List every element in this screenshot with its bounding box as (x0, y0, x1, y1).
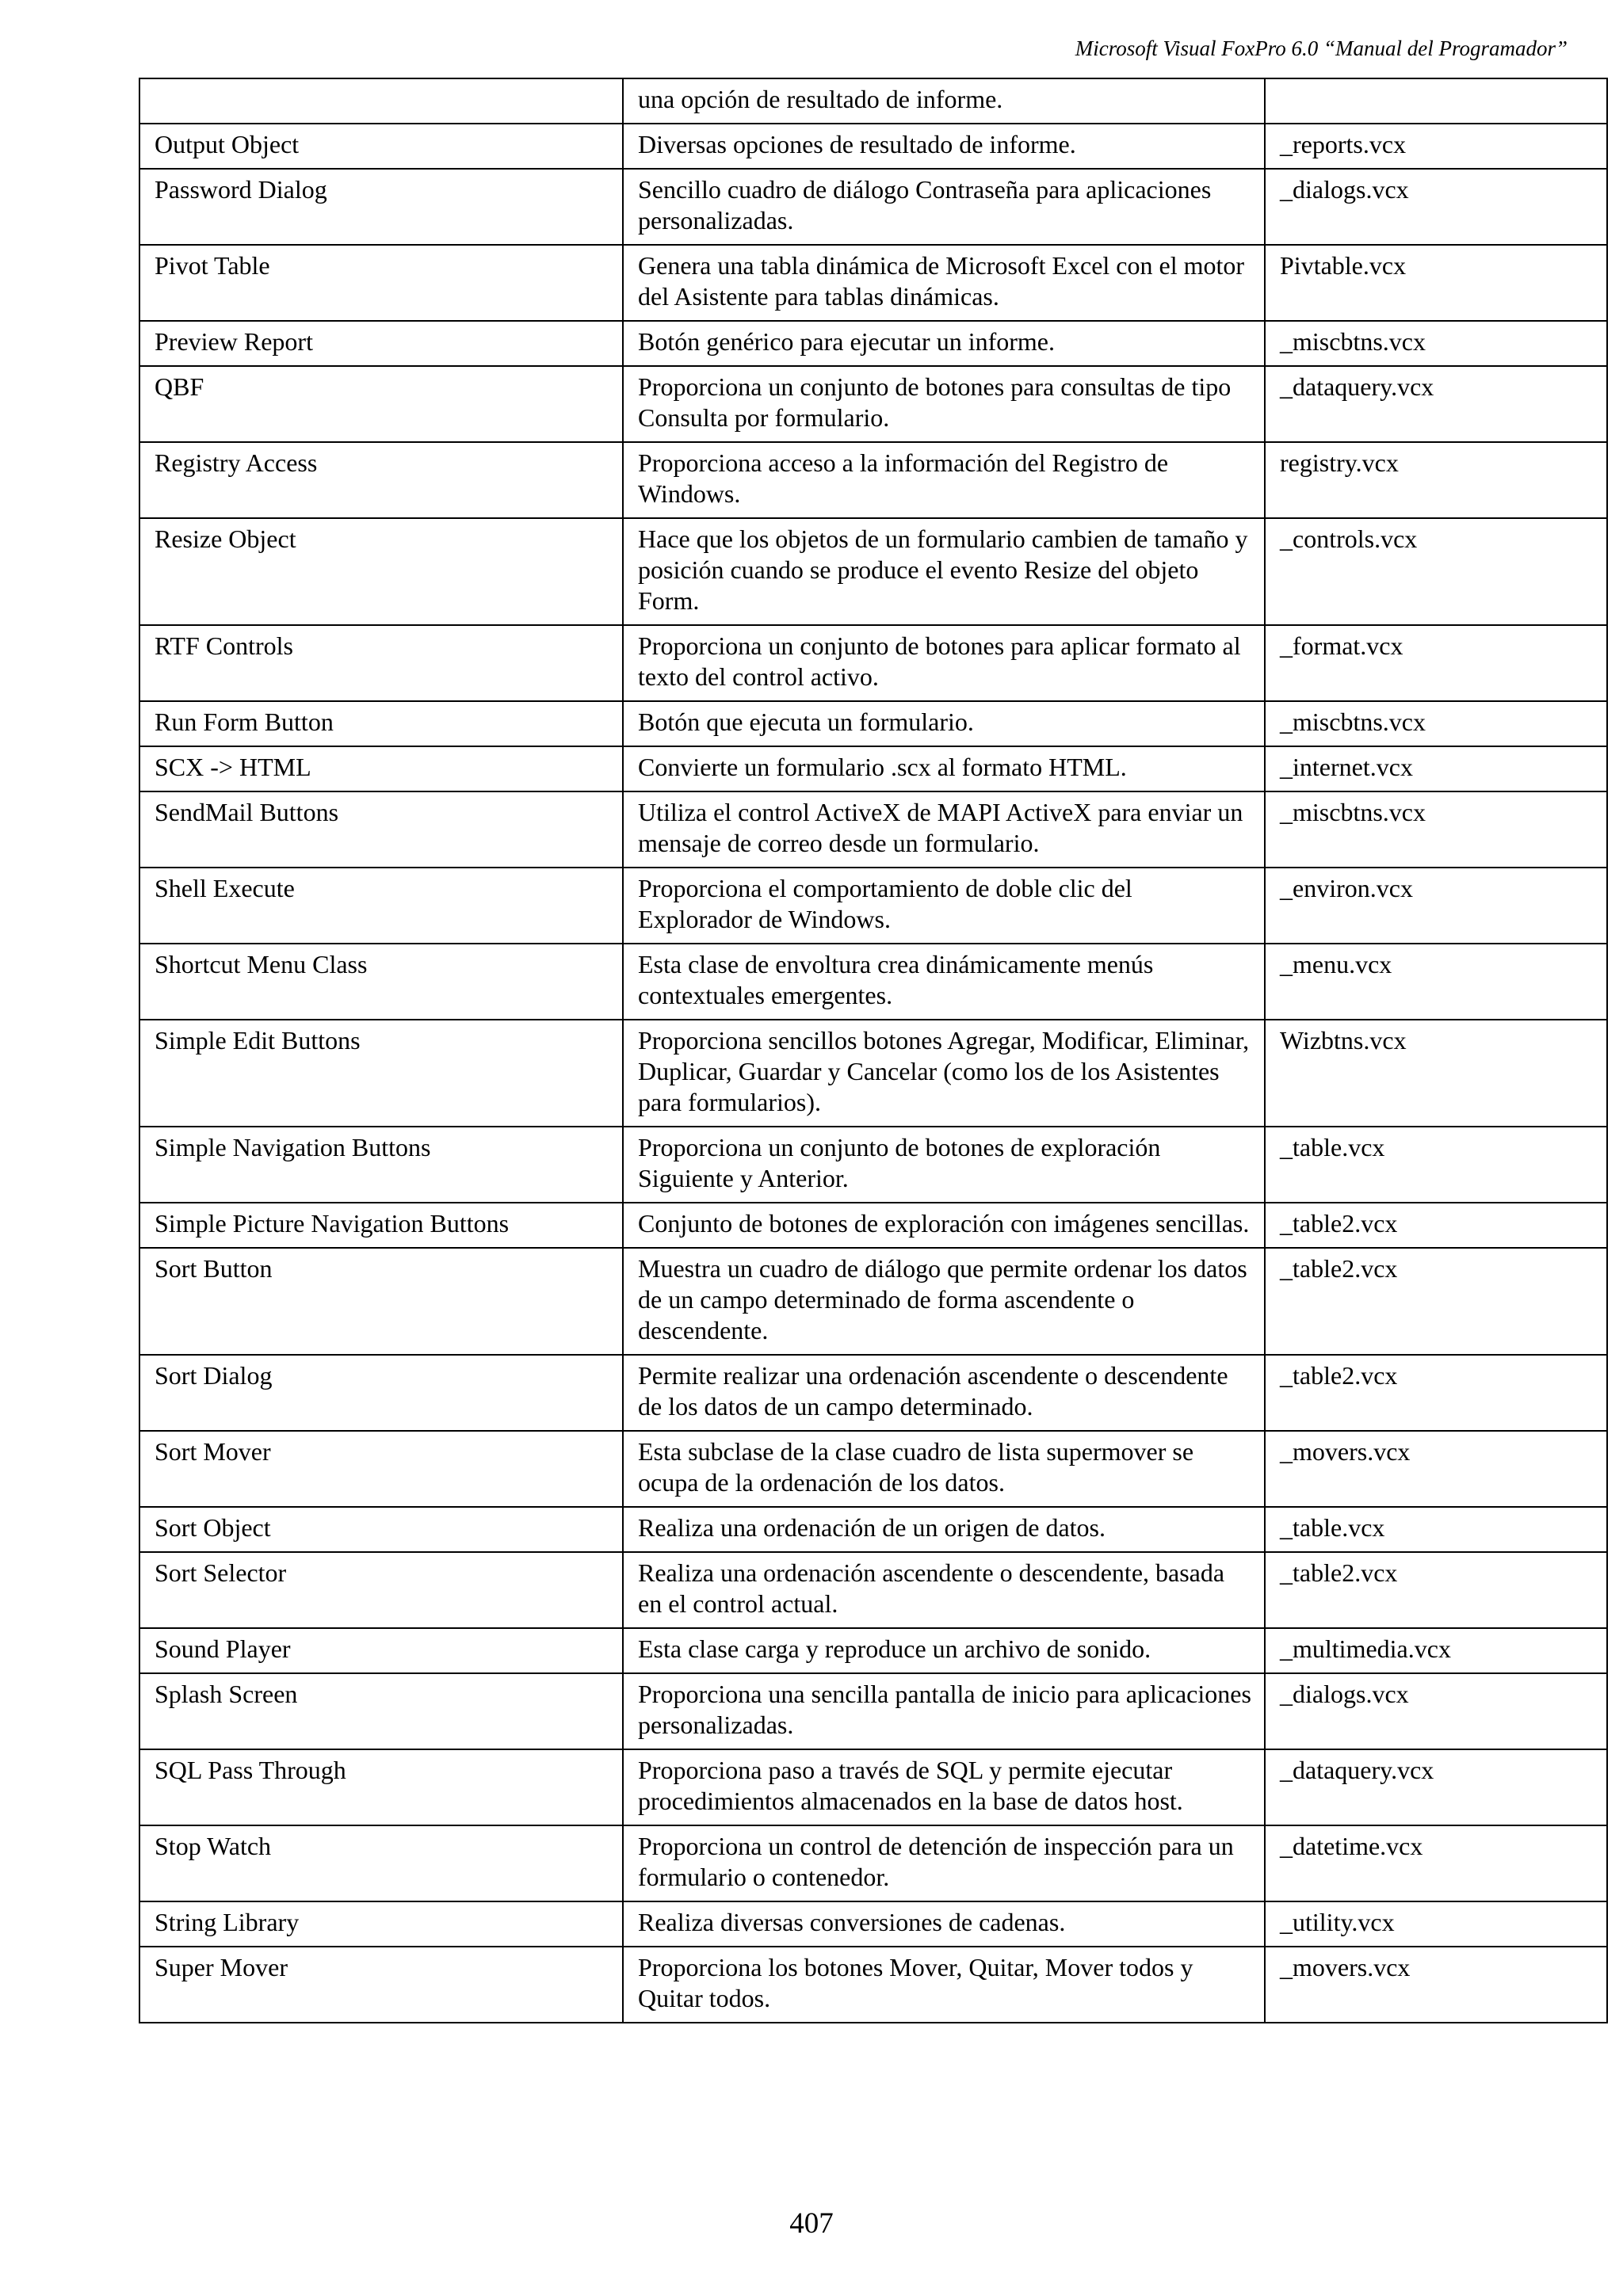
class-library-table (139, 78, 1608, 2023)
description-cell: Realiza una ordenación de un origen de datos. (623, 1507, 1265, 1552)
class-name-cell: SCX -> HTML (139, 746, 623, 791)
table-row (139, 1127, 1607, 1203)
library-file-cell: _table2.vcx (1265, 1552, 1607, 1628)
class-name-cell: Sound Player (139, 1628, 623, 1673)
description-cell: Diversas opciones de resultado de informe. (623, 124, 1265, 169)
library-file-cell: _dataquery.vcx (1265, 366, 1607, 442)
description-cell: una opción de resultado de informe. (623, 78, 1265, 124)
class-name-cell: Sort Button (139, 1248, 623, 1355)
library-file-cell: _dialogs.vcx (1265, 169, 1607, 245)
class-name-cell: QBF (139, 366, 623, 442)
table-row (139, 868, 1607, 944)
description-cell: Botón genérico para ejecutar un informe. (623, 321, 1265, 366)
description-cell: Proporciona el comportamiento de doble clic del Explorador de Windows. (623, 868, 1265, 944)
running-header: Microsoft Visual FoxPro 6.0 “Manual del Programador” (1075, 36, 1568, 60)
table-row (139, 746, 1607, 791)
class-name-cell: Sort Object (139, 1507, 623, 1552)
page-number: 407 (789, 2207, 834, 2240)
class-name-cell: Shortcut Menu Class (139, 944, 623, 1020)
library-file-cell (1265, 78, 1607, 124)
table-row (139, 1431, 1607, 1507)
table-body (139, 78, 1607, 2023)
library-file-cell: _environ.vcx (1265, 868, 1607, 944)
table-row (139, 944, 1607, 1020)
library-file-cell: _miscbtns.vcx (1265, 321, 1607, 366)
description-cell: Proporciona un control de detención de inspección para un formulario o contenedor. (623, 1825, 1265, 1901)
class-name-cell: SendMail Buttons (139, 791, 623, 868)
class-name-cell (139, 78, 623, 124)
description-cell: Proporciona un conjunto de botones para consultas de tipo Consulta por formulario. (623, 366, 1265, 442)
table-row (139, 1673, 1607, 1749)
table-row (139, 366, 1607, 442)
table-row (139, 321, 1607, 366)
description-cell: Permite realizar una ordenación ascendente o descendente de los datos de un campo determinado. (623, 1355, 1265, 1431)
class-name-cell: Password Dialog (139, 169, 623, 245)
table-row (139, 169, 1607, 245)
table-row (139, 701, 1607, 746)
library-file-cell: _dialogs.vcx (1265, 1673, 1607, 1749)
class-name-cell: Run Form Button (139, 701, 623, 746)
library-file-cell: _movers.vcx (1265, 1947, 1607, 2023)
table-row (139, 1203, 1607, 1248)
library-file-cell: _table2.vcx (1265, 1203, 1607, 1248)
table-row (139, 1020, 1607, 1127)
library-file-cell: _controls.vcx (1265, 518, 1607, 625)
table-row (139, 442, 1607, 518)
description-cell: Conjunto de botones de exploración con imágenes sencillas. (623, 1203, 1265, 1248)
description-cell: Hace que los objetos de un formulario cambien de tamaño y posición cuando se produce el evento Resize del objeto Form. (623, 518, 1265, 625)
table-row (139, 1901, 1607, 1947)
library-file-cell: _format.vcx (1265, 625, 1607, 701)
class-name-cell: Simple Navigation Buttons (139, 1127, 623, 1203)
description-cell: Realiza diversas conversiones de cadenas. (623, 1901, 1265, 1947)
class-name-cell: Super Mover (139, 1947, 623, 2023)
table-row (139, 1507, 1607, 1552)
description-cell: Proporciona acceso a la información del Registro de Windows. (623, 442, 1265, 518)
table-row (139, 1749, 1607, 1825)
class-name-cell: Simple Edit Buttons (139, 1020, 623, 1127)
class-name-cell: Preview Report (139, 321, 623, 366)
table-row (139, 1552, 1607, 1628)
library-file-cell: _multimedia.vcx (1265, 1628, 1607, 1673)
description-cell: Proporciona los botones Mover, Quitar, Mover todos y Quitar todos. (623, 1947, 1265, 2023)
library-file-cell: _table2.vcx (1265, 1248, 1607, 1355)
class-name-cell: Sort Mover (139, 1431, 623, 1507)
description-cell: Botón que ejecuta un formulario. (623, 701, 1265, 746)
table-row (139, 1248, 1607, 1355)
table-row (139, 245, 1607, 321)
description-cell: Esta clase carga y reproduce un archivo de sonido. (623, 1628, 1265, 1673)
description-cell: Proporciona un conjunto de botones para aplicar formato al texto del control activo. (623, 625, 1265, 701)
description-cell: Convierte un formulario .scx al formato HTML. (623, 746, 1265, 791)
description-cell: Esta clase de envoltura crea dinámicamente menús contextuales emergentes. (623, 944, 1265, 1020)
description-cell: Genera una tabla dinámica de Microsoft Excel con el motor del Asistente para tablas dinámicas. (623, 245, 1265, 321)
class-name-cell: Output Object (139, 124, 623, 169)
description-cell: Utiliza el control ActiveX de MAPI ActiveX para enviar un mensaje de correo desde un formulario. (623, 791, 1265, 868)
description-cell: Proporciona una sencilla pantalla de inicio para aplicaciones personalizadas. (623, 1673, 1265, 1749)
class-name-cell: Stop Watch (139, 1825, 623, 1901)
class-name-cell: Resize Object (139, 518, 623, 625)
description-cell: Esta subclase de la clase cuadro de lista supermover se ocupa de la ordenación de los datos. (623, 1431, 1265, 1507)
class-name-cell: Simple Picture Navigation Buttons (139, 1203, 623, 1248)
class-name-cell: SQL Pass Through (139, 1749, 623, 1825)
class-name-cell: Sort Selector (139, 1552, 623, 1628)
class-name-cell: Sort Dialog (139, 1355, 623, 1431)
description-cell: Realiza una ordenación ascendente o descendente, basada en el control actual. (623, 1552, 1265, 1628)
library-file-cell: _utility.vcx (1265, 1901, 1607, 1947)
library-file-cell: _internet.vcx (1265, 746, 1607, 791)
table-row (139, 124, 1607, 169)
table-row (139, 1947, 1607, 2023)
library-file-cell: _dataquery.vcx (1265, 1749, 1607, 1825)
description-cell: Proporciona sencillos botones Agregar, Modificar, Eliminar, Duplicar, Guardar y Cancelar (como los de los Asistentes para formularios). (623, 1020, 1265, 1127)
class-name-cell: Splash Screen (139, 1673, 623, 1749)
table-row (139, 518, 1607, 625)
class-name-cell: Shell Execute (139, 868, 623, 944)
class-name-cell: Registry Access (139, 442, 623, 518)
description-cell: Proporciona un conjunto de botones de exploración Siguiente y Anterior. (623, 1127, 1265, 1203)
table-row (139, 1628, 1607, 1673)
library-file-cell: _table.vcx (1265, 1127, 1607, 1203)
library-file-cell: _table.vcx (1265, 1507, 1607, 1552)
library-file-cell: Wizbtns.vcx (1265, 1020, 1607, 1127)
table-row (139, 791, 1607, 868)
class-name-cell: String Library (139, 1901, 623, 1947)
library-file-cell: _menu.vcx (1265, 944, 1607, 1020)
table-row (139, 1355, 1607, 1431)
library-file-cell: _miscbtns.vcx (1265, 791, 1607, 868)
library-file-cell: _movers.vcx (1265, 1431, 1607, 1507)
library-file-cell: _table2.vcx (1265, 1355, 1607, 1431)
library-file-cell: Pivtable.vcx (1265, 245, 1607, 321)
library-file-cell: _datetime.vcx (1265, 1825, 1607, 1901)
table-row (139, 1825, 1607, 1901)
class-name-cell: RTF Controls (139, 625, 623, 701)
class-name-cell: Pivot Table (139, 245, 623, 321)
table-row (139, 625, 1607, 701)
table-row (139, 78, 1607, 124)
library-file-cell: registry.vcx (1265, 442, 1607, 518)
description-cell: Muestra un cuadro de diálogo que permite ordenar los datos de un campo determinado de forma ascendente o descendente. (623, 1248, 1265, 1355)
library-file-cell: _miscbtns.vcx (1265, 701, 1607, 746)
description-cell: Sencillo cuadro de diálogo Contraseña para aplicaciones personalizadas. (623, 169, 1265, 245)
library-file-cell: _reports.vcx (1265, 124, 1607, 169)
description-cell: Proporciona paso a través de SQL y permite ejecutar procedimientos almacenados en la base de datos host. (623, 1749, 1265, 1825)
